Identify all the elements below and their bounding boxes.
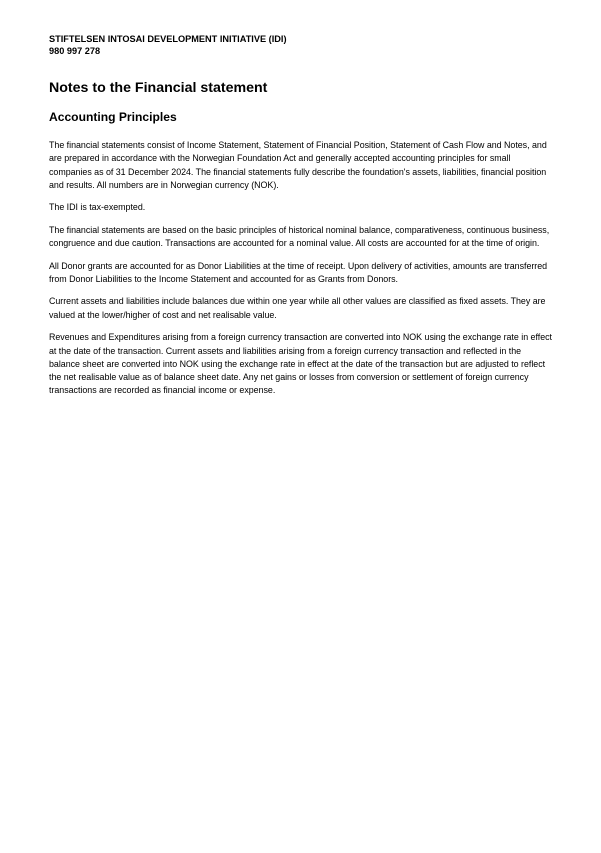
page-title: Notes to the Financial statement [49, 80, 268, 96]
org-header [49, 34, 549, 57]
paragraph-donor-grants: All Donor grants are accounted for as Donor Liabilities at the time of receipt. Upon delivery of activities, amounts are transferred from Donor Liabilities to the Income Statement and accounted for as Grants from Donors. [49, 260, 548, 284]
paragraph-financial-statements: The financial statements consist of Income Statement, Statement of Financial Position, Statement of Cash Flow and Notes, and are prepared in accordance with the Norwegian Foundation Act and generally accepted accounting principles for small companies as of 31 December 2024. The financial statements fully describe the foundation's assets, liabilities, financial position and results. All numbers are in Norwegian currency (NOK). [49, 140, 547, 190]
body-text [49, 139, 552, 407]
organization-name: STIFTELSEN INTOSAI DEVELOPMENT INITIATIVE (IDI) [49, 34, 287, 44]
paragraph-basic-principles: The financial statements are based on the basic principles of historical nominal balance, comparativeness, continuous business, congruence and due caution. Transactions are accounted for a nominal value. All costs are accounted for at the time of origin. [49, 224, 550, 249]
organization-number: 980 997 278 [49, 45, 101, 56]
paragraph-tax-exempt: The IDI is tax-exempted. [49, 202, 146, 213]
paragraph-current-assets: Current assets and liabilities include balances due within one year while all other values are classified as fixed assets. They are valued at the lower/higher of cost and net realisable value. [49, 296, 546, 320]
paragraph-foreign-currency: Revenues and Expenditures arising from a foreign currency transaction are converted into NOK using the exchange rate in effect at the date of the transaction. Current assets and liabilities arising from a foreign currency transaction and reflected in the balance sheet are converted into NOK using the exchange rate in effect at the date of the transaction but are adjusted to reflect the net realisable value as of balance sheet date. Any net gains or losses from conversion or settlement of foreign currency transactions are recorded as financial income or expense. [49, 332, 552, 396]
section-heading: Accounting Principles [49, 110, 177, 124]
